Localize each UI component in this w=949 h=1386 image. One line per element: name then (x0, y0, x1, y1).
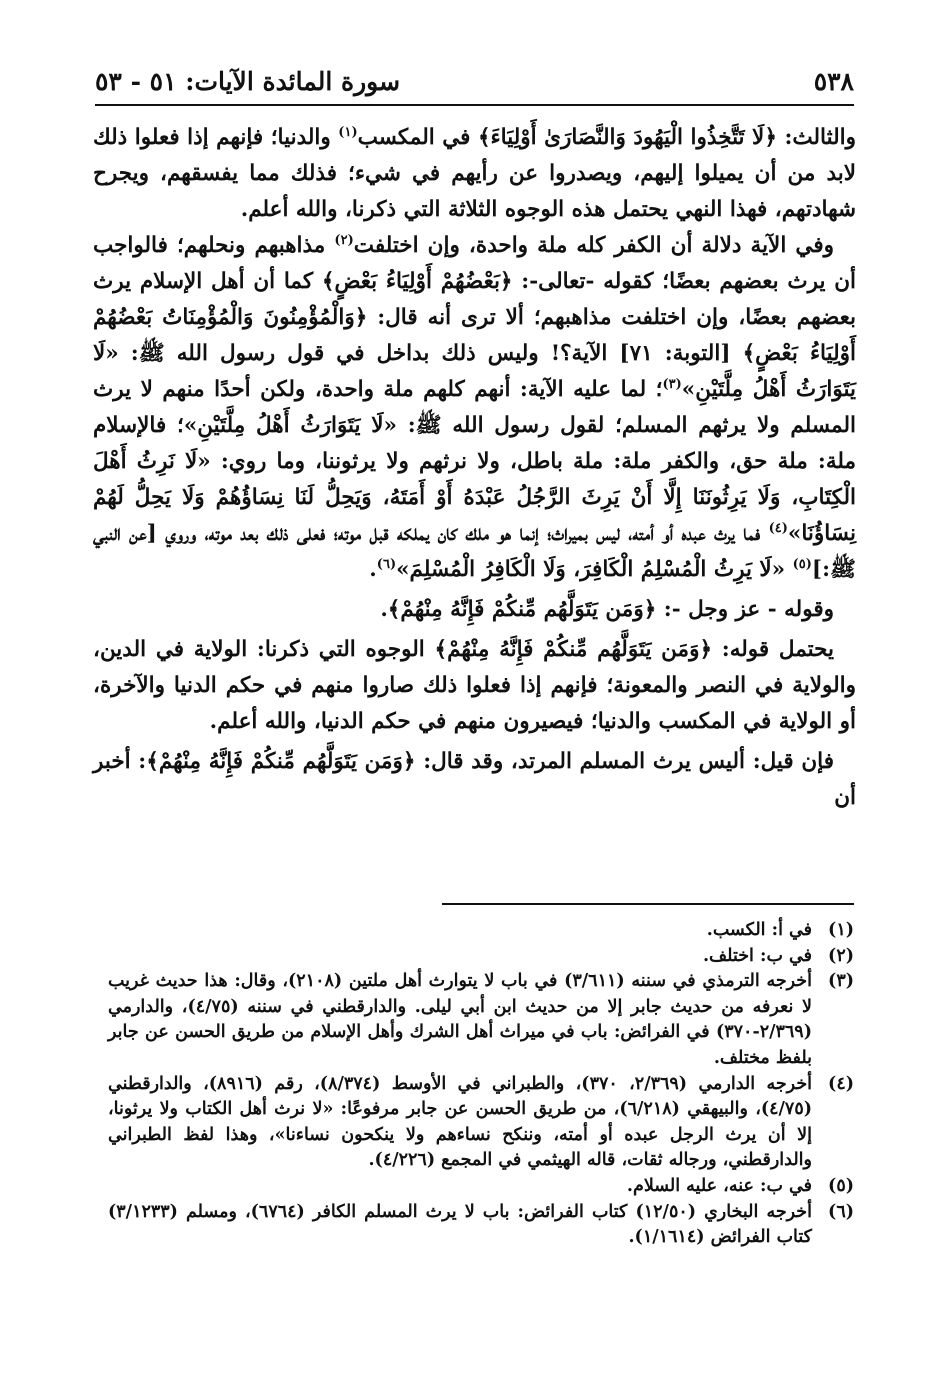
footnote-text: أخرجه الترمذي في سننه (٣/٦١١) في باب لا يتوارث أهل ملتين (٢١٠٨)، وقال: هذا حديث غريب لا نعرفه من حديث جابر إلا من حديث ابن أبي ليلى. والدارقطني في سننه (٤/٧٥)، والدارمي (٢/٣٦٩-٣٧٠) في الفرائض: باب في ميراث أهل الشرك وأهل الإسلام من طريق الحسن عن جابر بلفظ مختلف. (108, 971, 813, 1068)
footnote-number: (٣) (828, 971, 854, 992)
footnote-ref-5[interactable]: (٥) (792, 556, 812, 572)
footnote-item (108, 918, 854, 944)
footnote-divider (442, 903, 854, 905)
footnote-number: (٢) (828, 945, 854, 966)
page-header (95, 58, 854, 96)
footnote-text: أخرجه البخاري (١٢/٥٠) كتاب الفرائض: باب لا يرث المسلم الكافر (٦٧٦٤)، ومسلم (٣/١٢٣٣) كتاب الفرائض (١/١٦١٤). (108, 1201, 812, 1248)
footnote-number: (٤) (828, 1073, 854, 1094)
footnote-text: في ب: عنه، عليه السلام. (626, 1175, 812, 1196)
footnote-ref-6[interactable]: (٦) (376, 556, 397, 572)
footnote-ref-3[interactable]: (٣) (662, 376, 682, 392)
footnote-ref-1[interactable]: (١) (338, 124, 358, 140)
footnote-ref-2[interactable]: (٢) (334, 232, 354, 248)
page-number: ٥٣٨ (813, 67, 854, 96)
main-text (93, 120, 856, 816)
footnotes (108, 918, 854, 1251)
paragraph-third-aspect: والثالث: ﴿لَا تَتَّخِذُوا الْيَهُودَ وَالنَّصَارَىٰ أَوْلِيَاءَ﴾ في المكسب$^{(١)}$ والدنيا؛ فإنهم إذا فعلوا ذلك لابد من أن يميلوا إليهم، ويصدروا عن رأيهم في شيء؛ فذلك مما يفسقهم، ويجرح شهادتهم، فهذا النهي يحتمل هذه الوجوه الثلاثة التي ذكرنا، والله أعلم. (93, 124, 856, 222)
paragraph-interpretation: يحتمل قوله: ﴿وَمَن يَتَوَلَّهُم مِّنكُمْ فَإِنَّهُ مِنْهُمْ﴾ الوجوه التي ذكرنا: الولاية في الدين، والولاية في النصر والمعونة؛ فإنهم إذا فعلوا ذلك صاروا منهم في حكم الدنيا والآخرة، أو الولاية في المكسب والدنيا؛ فيصيرون منهم في حكم الدنيا، والله أعلم. (93, 637, 856, 734)
footnote-item (108, 969, 854, 1071)
paragraph-verse-quote: وقوله - عز وجل -: ﴿وَمَن يَتَوَلَّهُم مِّنكُمْ فَإِنَّهُ مِنْهُمْ﴾. (380, 597, 834, 622)
paragraph-lead: والثالث: (784, 125, 856, 150)
header-divider (95, 104, 854, 106)
footnote-number: (٦) (828, 1201, 854, 1222)
footnote-item (108, 1174, 854, 1200)
footnote-text: في ب: اختلف. (702, 945, 812, 966)
footnote-item (108, 1200, 854, 1251)
footnote-item (108, 1072, 854, 1174)
footnote-number: (٥) (828, 1175, 854, 1196)
footnote-item (108, 944, 854, 970)
footnote-number: (١) (828, 920, 854, 940)
paragraph-inheritance: وفي الآية دلالة أن الكفر كله ملة واحدة، وإن اختلفت$^{(٢)}$ مذاهبهم ونحلهم؛ فالواجب أن يرث بعضهم بعضًا؛ كقوله -تعالى-: ﴿بَعْضُهُمْ أَوْلِيَاءُ بَعْضٍ﴾ كما أن أهل الإسلام يرث بعضهم بعضًا، وإن اختلفت مذاهبهم؛ ألا ترى أنه قال: ﴿وَالْمُؤْمِنُونَ وَالْمُؤْمِنَاتُ بَعْضُهُمْ أَوْلِيَاءُ بَعْضٍ﴾ [التوبة: ٧١] الآية؟! وليس ذلك بداخل في قول رسول الله ﷺ: «لَا يَتَوَارَثُ أَهْلُ مِلَّتَيْنِ»$^{(٣)}$؛ لما عليه الآية: أنهم كلهم ملة واحدة، ولكن أحدًا منهم لا يرث المسلم ولا يرثهم المسلم؛ لقول رسول الله ﷺ: «لَا يَتَوَارَثُ أَهْلُ مِلَّتَيْنِ»؛ فالإسلام ملة: ملة حق، والكفر ملة: ملة باطل، ولا نرثهم ولا يرثوننا، وما روي: «لَا نَرِثُ أَهْلَ الْكِتَابِ، وَلَا يَرِثُونَنَا إِلَّا أَنْ يَرِثَ الرَّجُلُ عَبْدَهُ أَوْ أَمَتَهُ، وَيَحِلُّ لَنَا نِسَاؤُهُمْ وَلَا يَحِلُّ لَهُمْ نِسَاؤُنَا»$^{(٤)}$ فما يرث عبده أو أمته، ليس بميراث؛ إنما هو ملك كان يملكه قبل موته؛ فعلى ذلك بعد موته، وروي [عن النبي ﷺ:]$^{(٥)}$ «لَا يَرِثُ الْمُسْلِمُ الْكَافِرَ، وَلَا الْكَافِرُ الْمُسْلِمَ»$^{(٦)}$. (93, 232, 857, 582)
footnote-text: في أ: الكسب. (706, 920, 812, 940)
footnote-text: أخرجه الدارمي (٢/٣٦٩، ٣٧٠)، والطبراني في الأوسط (٨/٣٧٤)، رقم (٨٩١٦)، والدارقطني (٤/٧٥)، والبيهقي (٦/٢١٨)، من طريق الحسن عن جابر مرفوعًا: «لا نرث أهل الكتاب ولا يرثونا، إلا أن يرث الرجل عبده أو أمته، وننكح نساءهم ولا ينكحون نساءنا»، وهذا لفظ الطبراني والدارقطني، ورجاله ثقات، قاله الهيثمي في المجمع (٤/٢٢٦). (108, 1073, 813, 1171)
paragraph-objection: فإن قيل: أليس يرث المسلم المرتد، وقد قال: ﴿وَمَن يَتَوَلَّهُم مِّنكُمْ فَإِنَّهُ مِنْهُمْ﴾: أخبر أن (93, 749, 856, 810)
running-title: سورة المائدة الآيات: ٥١ - ٥٣ (95, 67, 401, 96)
footnote-ref-4[interactable]: (٤) (768, 520, 788, 536)
